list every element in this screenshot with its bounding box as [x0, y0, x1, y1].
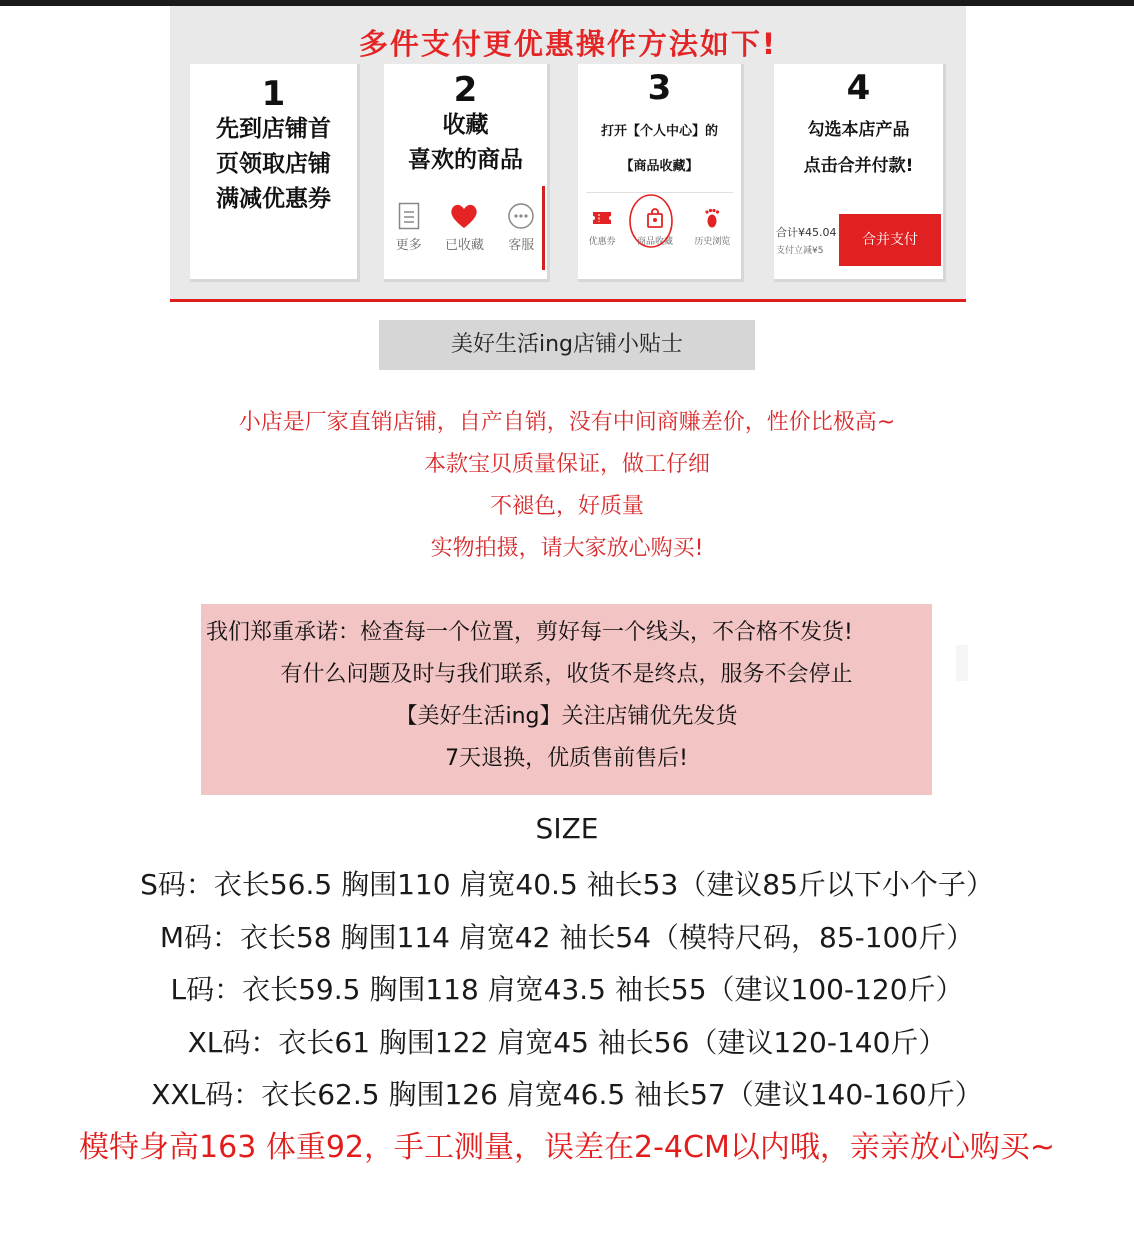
size-title: SIZE: [535, 812, 599, 845]
step-number: 1: [261, 74, 286, 114]
product-action-row: [384, 202, 547, 253]
history-entry[interactable]: [694, 206, 730, 247]
step-text-line: 点击合并付款!: [803, 156, 914, 176]
size-row: XXL码：衣长62.5 胸围126 肩宽46.5 袖长57（建议140-160斤）: [151, 1078, 983, 1111]
step-text: [384, 108, 547, 178]
size-row: S码：衣长56.5 胸围110 肩宽40.5 袖长53（建议85斤以下小个子）: [140, 868, 994, 901]
step-card-1: [190, 64, 360, 282]
step-text-line: 打开【个人中心】的: [600, 124, 718, 139]
promise-box: [201, 604, 932, 795]
discount-note: 支付立减¥5: [776, 246, 824, 256]
total-amount: 合计¥45.04: [776, 226, 837, 239]
size-table: [0, 859, 1134, 1122]
step-text-line: 勾选本店产品: [807, 120, 910, 140]
promise-line: 有什么问题及时与我们联系，收货不是终点，服务不会停止: [280, 662, 853, 687]
step-text-line: 【商品收藏】: [620, 159, 699, 174]
step-card-4: [774, 64, 946, 282]
model-note: 模特身高163 体重92，手工测量，误差在2-4CM以内哦，亲亲放心购买~: [79, 1130, 1055, 1165]
heart-icon: [449, 202, 479, 230]
size-row: XL码：衣长61 胸围122 肩宽45 袖长56（建议120-140斤）: [187, 1025, 947, 1059]
service-action[interactable]: [507, 202, 535, 253]
step-text: [774, 112, 943, 184]
decorative-mark: [166, 650, 174, 676]
step-text-line: 先到店铺首: [216, 116, 331, 142]
step-number: 3: [647, 68, 672, 108]
step-card-2: [384, 64, 550, 282]
icon-label: 优惠券: [588, 237, 616, 247]
highlight-line-text: 小店是厂家直销店铺，自产自销，没有中间商赚差价，性价比极高~: [238, 410, 896, 435]
size-row: L码：衣长59.5 胸围118 肩宽43.5 袖长55（建议100-120斤）: [170, 973, 964, 1006]
step-number: 2: [453, 70, 478, 110]
step-text-line: 收藏: [442, 112, 489, 138]
decorative-mark: [956, 645, 968, 681]
tips-heading: 美好生活ing店铺小贴士: [379, 320, 755, 370]
step-text: [190, 112, 357, 217]
step-text-line: 喜欢的商品: [408, 147, 523, 173]
highlight-line-text: 实物拍摄，请大家放心购买!: [430, 536, 704, 561]
more-action[interactable]: [396, 202, 422, 253]
banner-title: 多件支付更优惠操作方法如下!: [358, 27, 778, 61]
step-card-3: [578, 64, 744, 282]
coupon-icon: [590, 206, 614, 230]
step-text-line: 页领取店铺: [216, 151, 331, 177]
step-text-line: 满减优惠券: [216, 186, 331, 212]
shop-highlights: [0, 402, 1134, 570]
icon-label: 已收藏: [444, 238, 484, 253]
highlight-line: [542, 186, 545, 270]
order-total: [776, 224, 837, 260]
promise-line: 我们郑重承诺：检查每一个位置，剪好每一个线头，不合格不发货!: [206, 620, 853, 645]
icon-label: 商品收藏: [636, 237, 673, 247]
promise-line: 【美好生活ing】关注店铺优先发货: [395, 704, 738, 729]
user-center-row: [578, 206, 741, 247]
highlight-ring-icon: [627, 192, 675, 250]
size-row: M码：衣长58 胸围114 肩宽42 袖长54（模特尺码，85-100斤）: [159, 920, 975, 954]
icon-label: 更多: [395, 238, 422, 253]
favorites-entry[interactable]: [637, 206, 673, 247]
icon-label: 客服: [508, 238, 535, 253]
chat-icon: [507, 202, 535, 230]
coupon-entry[interactable]: [589, 206, 616, 247]
merge-pay-button[interactable]: 合并支付: [839, 214, 941, 266]
step-number: 4: [846, 68, 871, 108]
step-text: [578, 114, 741, 184]
footprint-icon: [700, 206, 724, 230]
list-icon: [398, 202, 420, 230]
highlight-line-text: 不褪色，好质量: [489, 494, 644, 519]
checkout-bar: [774, 214, 943, 268]
highlight-line-text: 本款宝贝质量保证，做工仔细: [423, 452, 710, 477]
promise-line: 7天退换，优质售前售后!: [445, 746, 688, 771]
favorite-action[interactable]: [445, 202, 484, 253]
icon-label: 历史浏览: [694, 237, 731, 247]
